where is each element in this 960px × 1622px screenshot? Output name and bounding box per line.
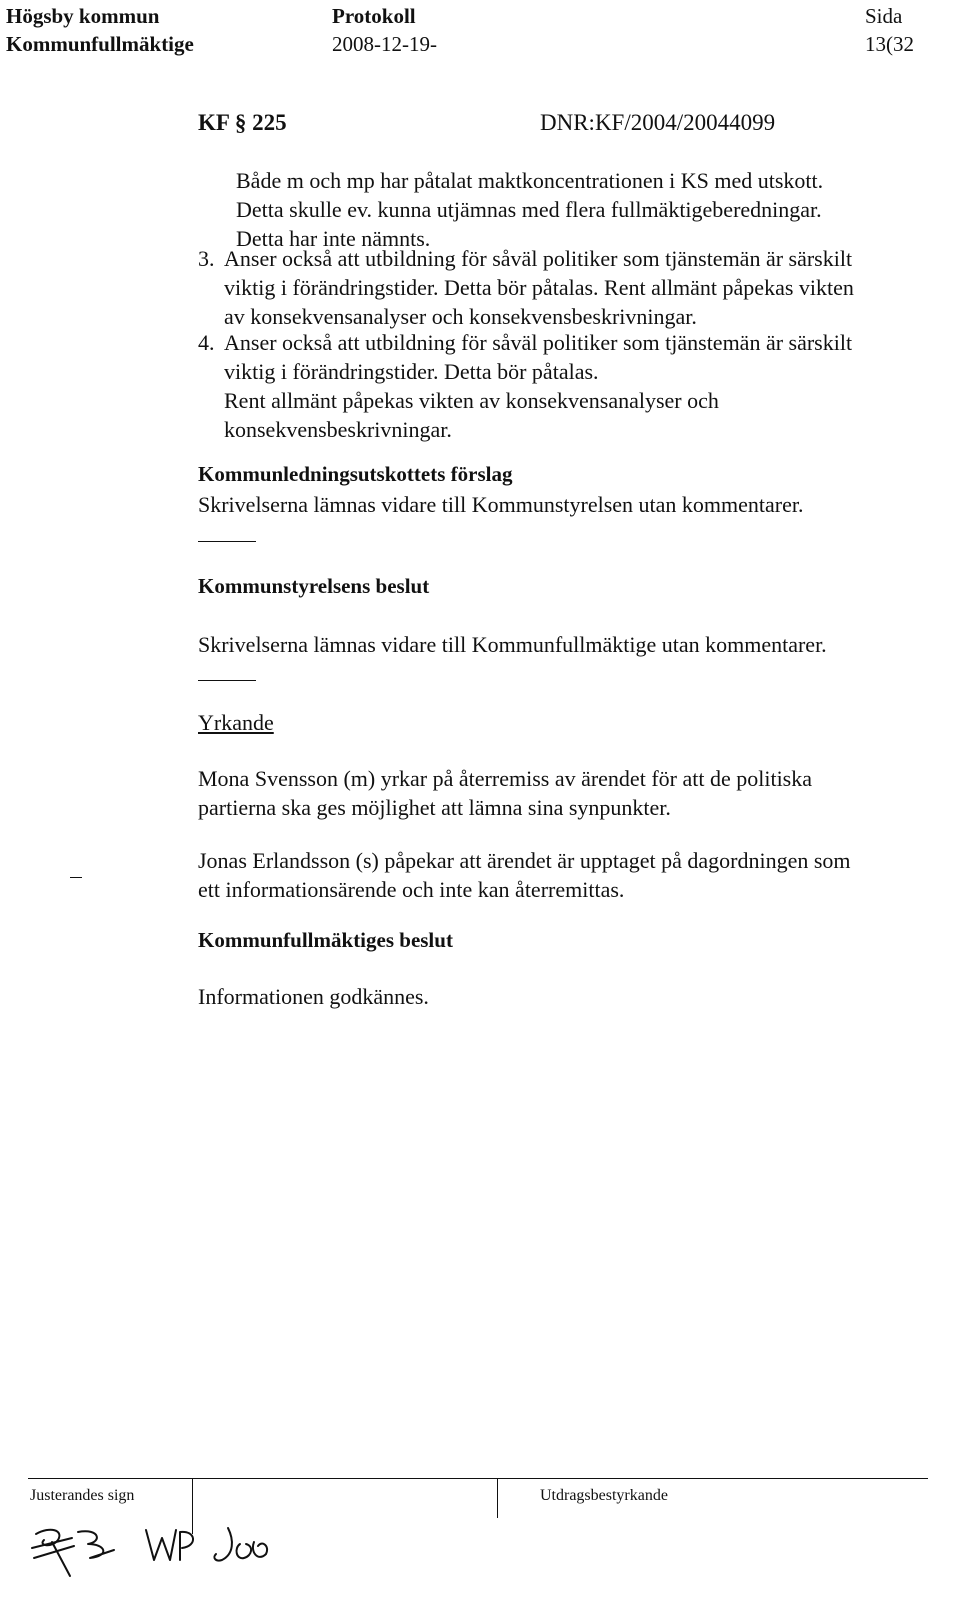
justerandes-label: Justerandes sign <box>30 1487 135 1504</box>
item-line: viktig i förändringstider. Detta bör påtalas. <box>224 359 599 384</box>
yrkande-line-justified: Jonas Erlandsson (s) påpekar att ärendet är upptaget på dagordningen som <box>198 848 851 873</box>
section-divider <box>198 541 256 542</box>
org-name: Högsby kommun <box>6 4 160 28</box>
yrkande-paragraph <box>198 764 926 822</box>
item-line: Anser också att utbildning för såväl politiker som tjänstemän är särskilt <box>224 246 853 271</box>
page-number: 13(32 <box>865 32 914 56</box>
intro-line: Detta skulle ev. kunna utjämnas med flera fullmäktigeberedningar. <box>236 197 822 222</box>
case-number: KF § 225 <box>198 110 287 135</box>
footer-rule <box>28 1478 928 1479</box>
intro-line: Detta har inte nämnts. <box>236 226 431 251</box>
list-item <box>224 244 924 331</box>
yrkande-line-justified: Mona Svensson (m) yrkar på återremiss av ärendet för att de politiska <box>198 766 813 791</box>
utdrag-label: Utdragsbestyrkande <box>540 1487 668 1504</box>
yrkande-line: ett informationsärende och inte kan återremittas. <box>198 877 625 902</box>
body-name: Kommunfullmäktige <box>6 32 194 56</box>
ksau-text: Skrivelserna lämnas vidare till Kommunstyrelsen utan kommentarer. <box>198 492 804 517</box>
case-dnr: DNR:KF/2004/20044099 <box>540 110 776 135</box>
kf-text: Informationen godkännes. <box>198 984 429 1009</box>
yrkande-line: partierna ska ges möjlighet att lämna sina synpunkter. <box>198 795 671 820</box>
item-number: 4. <box>198 330 215 355</box>
item-line: av konsekvensanalyser och konsekvensbeskrivningar. <box>224 304 697 329</box>
item-line: Anser också att utbildning för såväl politiker som tjänstemän är särskilt <box>224 330 853 355</box>
page-label: Sida <box>865 4 903 28</box>
list-item <box>224 328 924 444</box>
footer-divider <box>497 1478 498 1518</box>
yrkande-heading: Yrkande <box>198 710 274 735</box>
margin-mark <box>70 877 82 878</box>
intro-line: Både m och mp har påtalat maktkoncentrationen i KS med utskott. <box>236 168 824 193</box>
signature-initials <box>30 1520 270 1605</box>
meeting-date: 2008-12-19- <box>332 32 437 56</box>
section-divider <box>198 680 256 681</box>
yrkande-paragraph <box>198 846 926 904</box>
item-line: konsekvensbeskrivningar. <box>224 417 452 442</box>
kf-heading: Kommunfullmäktiges beslut <box>198 928 453 952</box>
ks-text: Skrivelserna lämnas vidare till Kommunfullmäktige utan kommentarer. <box>198 632 827 657</box>
doc-type: Protokoll <box>332 4 416 28</box>
item-number: 3. <box>198 246 215 271</box>
item-line-justified: Rent allmänt påpekas vikten av konsekvensanalyser och <box>224 388 719 413</box>
intro-paragraph <box>236 166 926 253</box>
ksau-heading: Kommunledningsutskottets förslag <box>198 462 513 486</box>
ks-heading: Kommunstyrelsens beslut <box>198 574 430 598</box>
item-line: viktig i förändringstider. Detta bör påtalas. Rent allmänt påpekas vikten <box>224 275 854 300</box>
